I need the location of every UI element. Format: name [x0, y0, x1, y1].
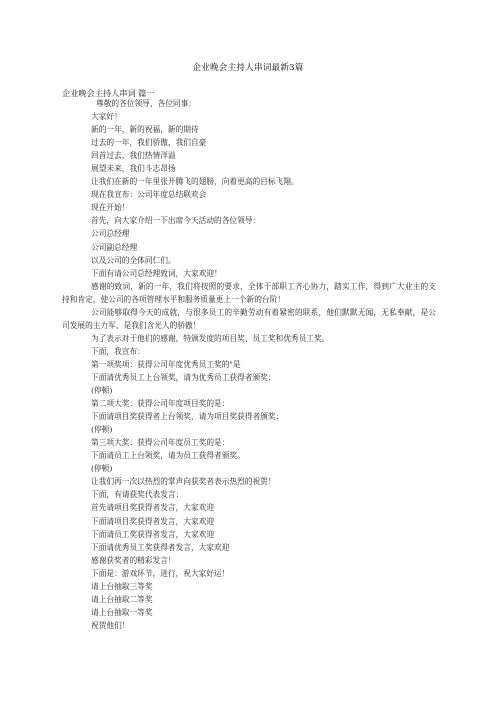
body-line: 下面请项目奖获得者上台领奖，请为项目奖获得者颁奖； [91, 412, 284, 422]
body-line: 首先，向大家介绍一下出席今天活动的各位领导： [91, 216, 261, 226]
body-line: 大家好！ [91, 112, 122, 122]
body-line: 感谢获奖者的精彩发言！ [91, 555, 176, 565]
body-line: 展望未来，我们斗志昂扬 [91, 164, 176, 174]
body-line: 现在开始！ [91, 203, 130, 213]
body-line: 现在我宣布：公司年度总结联欢会 [91, 190, 207, 200]
body-line: 为了表示对于他们的感谢，特颁发度的项目奖、员工奖和优秀员工奖。 [91, 333, 330, 343]
body-line: 公司总经理 [91, 229, 130, 239]
body-line: 下面是：游戏环节，进行，祝大家好运！ [91, 568, 230, 578]
body-line: 第三项大奖：获得公司年度员工奖的是： [91, 438, 230, 448]
body-line: 下面请优秀员工上台领奖，请为优秀员工获得者颁奖； [91, 372, 276, 382]
body-line: (停顿) [91, 386, 113, 396]
body-line: (停顿) [91, 425, 113, 435]
body-line: 第二项大奖：获得公司年度项目奖的是： [91, 399, 230, 409]
body-line: 下面请优秀员工奖获得者发言，大家欢迎 [91, 542, 230, 552]
section-heading: 企业晚会主持人串词 篇一 [62, 88, 155, 98]
body-line: 请上台抽取二等奖 [91, 594, 153, 604]
body-line: 下面，我宣布： [91, 346, 145, 356]
body-line: 过去的一年，我们骄傲，我们自豪 [91, 138, 207, 148]
body-paragraph: 公司能够取得今天的成就，与很多员工的辛勤劳动有着紧密的联系，他们默默无闻，无私奉献，是公司发展的主力军，是我们含光人的骄傲！ [62, 307, 436, 330]
body-line: 下面，有请获奖代表发言： [91, 490, 184, 500]
body-line: (停顿) [91, 464, 113, 474]
document-title: 企业晚会主持人串词最新3篇 [192, 63, 304, 73]
body-line: 让我们在新的一年里张开腾飞的翅膀，向着更高的目标飞翔。 [91, 177, 299, 187]
body-line: 尊敬的各位领导，各位同事： [96, 99, 196, 108]
body-line: 首先请项目奖获得者发言，大家欢迎 [91, 503, 215, 513]
body-line: 以及公司的全体同仁们。 [91, 255, 176, 265]
body-line: 请上台抽取一等奖 [91, 607, 153, 617]
body-line: 下面请员工奖获得者发言，大家欢迎 [91, 529, 215, 539]
body-line: 公司副总经理 [91, 242, 138, 252]
body-paragraph: 感谢的致词，新的一年，我们将按照的要求，全体干部职工齐心协力，踏实工作，得到广大业主的支持和肯定，使公司的各项管理水平和服务质量更上一个新的台阶！ [62, 281, 436, 304]
body-line: 下面有请公司总经理致词，大家欢迎！ [91, 268, 222, 278]
body-line: 下面请员工上台领奖，请为员工获得者颁奖。 [91, 451, 245, 461]
body-line: 新的一年，新的祝福，新的期待 [91, 125, 199, 135]
body-line: 回首过去，我们热情洋溢 [91, 151, 176, 161]
body-line: 请上台抽取三等奖 [91, 581, 153, 591]
body-line: 下面请项目奖获得者发言，大家欢迎 [91, 516, 215, 526]
body-line: 祝贺他们！ [91, 620, 130, 630]
document-body [62, 97, 436, 632]
body-line: 让我们再一次以热烈的掌声向获奖者表示热烈的祝贺！ [91, 477, 276, 487]
body-line: 第一项奖项：获得公司年度优秀员工奖的"是 [91, 359, 241, 369]
